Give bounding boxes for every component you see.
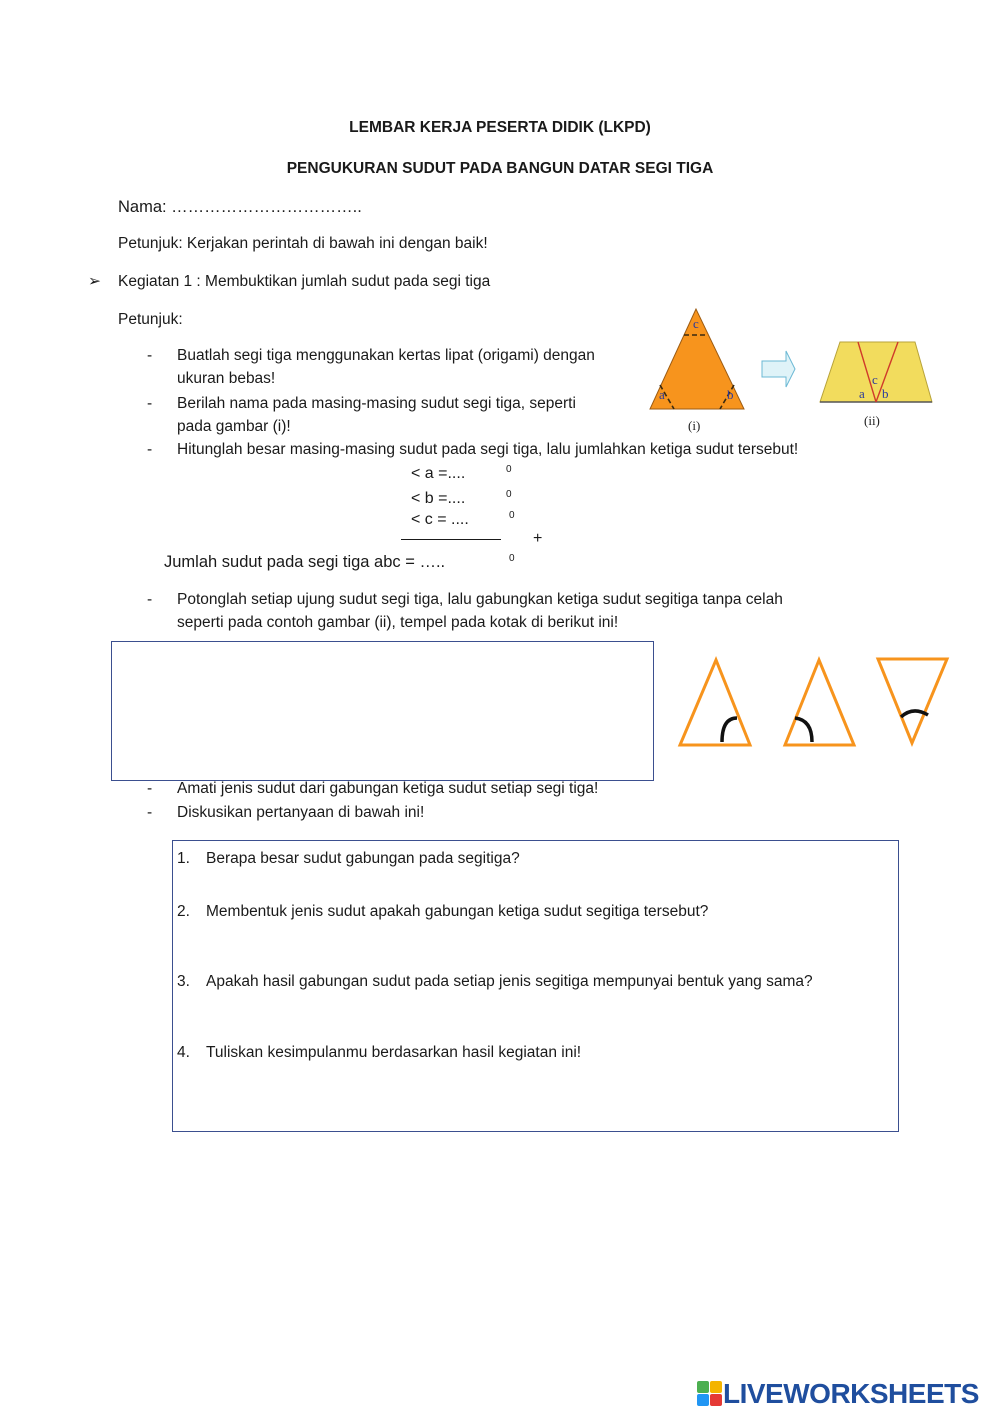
question-2 — [177, 903, 708, 921]
sum-line — [401, 539, 501, 540]
instruction-heading: Petunjuk: — [118, 311, 183, 328]
label-b: b — [727, 387, 734, 402]
triangle-origami-figure — [640, 305, 945, 435]
question-number: 1. — [177, 850, 190, 867]
step-5: Amati jenis sudut dari gabungan ketiga sudut setiap segi tiga! — [177, 780, 599, 797]
angle-c-input[interactable]: < c = .... — [411, 511, 469, 528]
question-3 — [177, 973, 813, 991]
question-text: Apakah hasil gabungan sudut pada setiap jenis segitiga mempunyai bentuk yang sama? — [206, 973, 813, 990]
triangle-outline-2 — [785, 660, 854, 745]
label-a: a — [859, 386, 865, 401]
step-1-line-2: ukuran bebas! — [177, 370, 276, 387]
degree-symbol: 0 — [506, 489, 512, 500]
step-3: Hitunglah besar masing-masing sudut pada segi tiga, lalu jumlahkan ketiga sudut tersebut! — [177, 441, 799, 458]
degree-symbol: 0 — [509, 553, 515, 564]
example-triangles — [672, 652, 957, 754]
angle-b-input[interactable]: < b =.... — [411, 490, 466, 507]
dash-bullet: - — [147, 591, 153, 608]
step-1-line-1: Buatlah segi tiga menggunakan kertas lipat (origami) dengan — [177, 347, 595, 364]
degree-symbol: 0 — [506, 464, 512, 475]
paste-answer-box[interactable] — [111, 641, 654, 781]
dash-bullet: - — [147, 804, 153, 821]
step-4-line-2: seperti pada contoh gambar (ii), tempel pada kotak di berikut ini! — [177, 614, 619, 631]
arrow-bullet-icon: ➢ — [88, 273, 101, 290]
degree-symbol: 0 — [509, 510, 515, 521]
dash-bullet: - — [147, 395, 153, 412]
dash-bullet: - — [147, 347, 153, 364]
liveworksheets-logo[interactable] — [697, 1378, 979, 1410]
plus-sign: + — [533, 530, 543, 547]
dash-bullet: - — [147, 441, 153, 458]
question-text: Tuliskan kesimpulanmu berdasarkan hasil kegiatan ini! — [206, 1044, 582, 1061]
label-a: a — [659, 387, 665, 402]
angle-arc-2 — [795, 718, 812, 742]
question-4 — [177, 1044, 581, 1062]
angle-a-input[interactable]: < a =.... — [411, 465, 466, 482]
triangle-outline-3 — [878, 659, 947, 743]
step-2-line-2: pada gambar (i)! — [177, 418, 291, 435]
liveworksheets-brand-text: LIVEWORKSHEETS — [723, 1378, 979, 1409]
question-text: Membentuk jenis sudut apakah gabungan ketiga sudut segitiga tersebut? — [206, 903, 709, 920]
question-number: 2. — [177, 903, 190, 920]
general-instruction: Petunjuk: Kerjakan perintah di bawah ini dengan baik! — [118, 235, 488, 252]
question-number: 4. — [177, 1044, 190, 1061]
total-angle-input[interactable]: Jumlah sudut pada segi tiga abc = ….. — [164, 553, 446, 571]
name-field-label: Nama: …………………………….. — [118, 198, 362, 216]
step-4-line-1: Potonglah setiap ujung sudut segi tiga, lalu gabungkan ketiga sudut segitiga tanpa celah — [177, 591, 783, 608]
arrow-right-icon — [762, 351, 795, 387]
label-figure-i: (i) — [688, 418, 701, 433]
question-1 — [177, 850, 520, 868]
activity-heading: Kegiatan 1 : Membuktikan jumlah sudut pada segi tiga — [118, 273, 491, 290]
questions-box — [172, 840, 899, 1132]
step-2-line-1: Berilah nama pada masing-masing sudut segi tiga, seperti — [177, 395, 576, 412]
triangle-outline-1 — [680, 660, 750, 745]
label-c: c — [693, 316, 699, 331]
angle-arc-1 — [722, 718, 737, 742]
label-figure-ii: (ii) — [864, 413, 880, 428]
worksheet-title: LEMBAR KERJA PESERTA DIDIK (LKPD) — [349, 119, 651, 136]
label-c: c — [872, 372, 878, 387]
dash-bullet: - — [147, 780, 153, 797]
liveworksheets-logo-icon — [697, 1381, 723, 1407]
question-text: Berapa besar sudut gabungan pada segitiga? — [206, 850, 520, 867]
question-number: 3. — [177, 973, 190, 990]
worksheet-subtitle: PENGUKURAN SUDUT PADA BANGUN DATAR SEGI TIGA — [286, 160, 714, 177]
step-6: Diskusikan pertanyaan di bawah ini! — [177, 804, 425, 821]
label-b: b — [882, 386, 889, 401]
